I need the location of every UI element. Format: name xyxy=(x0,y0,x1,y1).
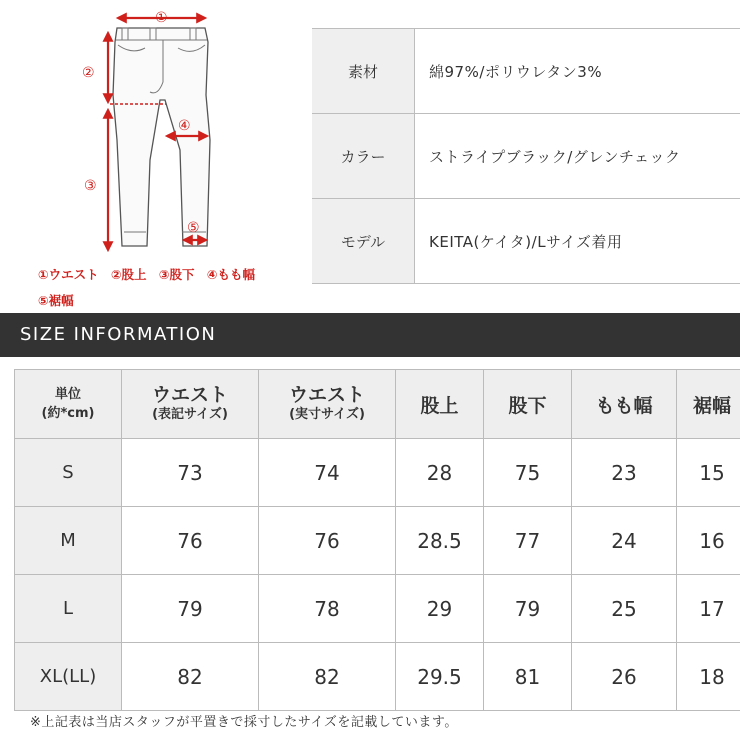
value-cell: 77 xyxy=(484,507,572,575)
table-row xyxy=(15,507,740,575)
value-cell: 76 xyxy=(259,507,396,575)
value-cell: 79 xyxy=(122,575,259,643)
header-waist-labeled: ウエスト (表記サイズ) xyxy=(122,370,259,439)
spec-row-material xyxy=(312,29,740,114)
pants-illustration xyxy=(0,0,300,262)
spec-label: モデル xyxy=(312,199,415,284)
value-cell: 18 xyxy=(677,643,740,711)
spec-value: 綿97%/ポリウレタン3% xyxy=(415,29,740,114)
value-cell: 81 xyxy=(484,643,572,711)
value-cell: 29 xyxy=(396,575,484,643)
header-hem: 裾幅 xyxy=(677,370,740,439)
size-cell: M xyxy=(15,507,122,575)
value-cell: 16 xyxy=(677,507,740,575)
product-spec-table xyxy=(312,28,740,284)
header-unit: 単位 (約*cm) xyxy=(15,370,122,439)
spec-label: 素材 xyxy=(312,29,415,114)
size-cell: S xyxy=(15,439,122,507)
value-cell: 28.5 xyxy=(396,507,484,575)
section-title: SIZE INFORMATION xyxy=(20,324,217,345)
measurement-legend xyxy=(38,262,298,314)
header-waist-actual: ウエスト (実寸サイズ) xyxy=(259,370,396,439)
value-cell: 25 xyxy=(572,575,677,643)
spec-value: KEITA(ケイタ)/Lサイズ着用 xyxy=(415,199,740,284)
value-cell: 15 xyxy=(677,439,740,507)
legend-inseam: ③股下 xyxy=(158,267,195,282)
marker-1: ① xyxy=(155,10,168,26)
value-cell: 73 xyxy=(122,439,259,507)
value-cell: 26 xyxy=(572,643,677,711)
size-table xyxy=(14,369,740,711)
legend-hem: ⑤裾幅 xyxy=(38,293,74,308)
size-cell: XL(LL) xyxy=(15,643,122,711)
table-row xyxy=(15,643,740,711)
spec-row-model xyxy=(312,199,740,284)
value-cell: 76 xyxy=(122,507,259,575)
value-cell: 79 xyxy=(484,575,572,643)
header-rise: 股上 xyxy=(396,370,484,439)
header-thigh: もも幅 xyxy=(572,370,677,439)
marker-2: ② xyxy=(82,65,95,81)
value-cell: 74 xyxy=(259,439,396,507)
table-row xyxy=(15,439,740,507)
size-cell: L xyxy=(15,575,122,643)
value-cell: 29.5 xyxy=(396,643,484,711)
value-cell: 82 xyxy=(259,643,396,711)
value-cell: 82 xyxy=(122,643,259,711)
value-cell: 75 xyxy=(484,439,572,507)
value-cell: 78 xyxy=(259,575,396,643)
header-inseam: 股下 xyxy=(484,370,572,439)
spec-value: ストライプブラック/グレンチェック xyxy=(415,114,740,199)
legend-waist: ①ウエスト xyxy=(38,267,99,282)
marker-3: ③ xyxy=(84,178,97,194)
spec-row-color xyxy=(312,114,740,199)
legend-thigh: ④もも幅 xyxy=(206,267,255,282)
size-information-header xyxy=(0,313,740,357)
marker-5: ⑤ xyxy=(187,220,200,236)
value-cell: 17 xyxy=(677,575,740,643)
measurement-note: ※上記表は当店スタッフが平置きで採寸したサイズを記載しています。 xyxy=(30,715,458,730)
marker-4: ④ xyxy=(178,118,191,134)
value-cell: 24 xyxy=(572,507,677,575)
value-cell: 23 xyxy=(572,439,677,507)
legend-rise: ②股上 xyxy=(110,267,147,282)
size-table-header-row xyxy=(15,370,740,439)
spec-label: カラー xyxy=(312,114,415,199)
table-row xyxy=(15,575,740,643)
value-cell: 28 xyxy=(396,439,484,507)
